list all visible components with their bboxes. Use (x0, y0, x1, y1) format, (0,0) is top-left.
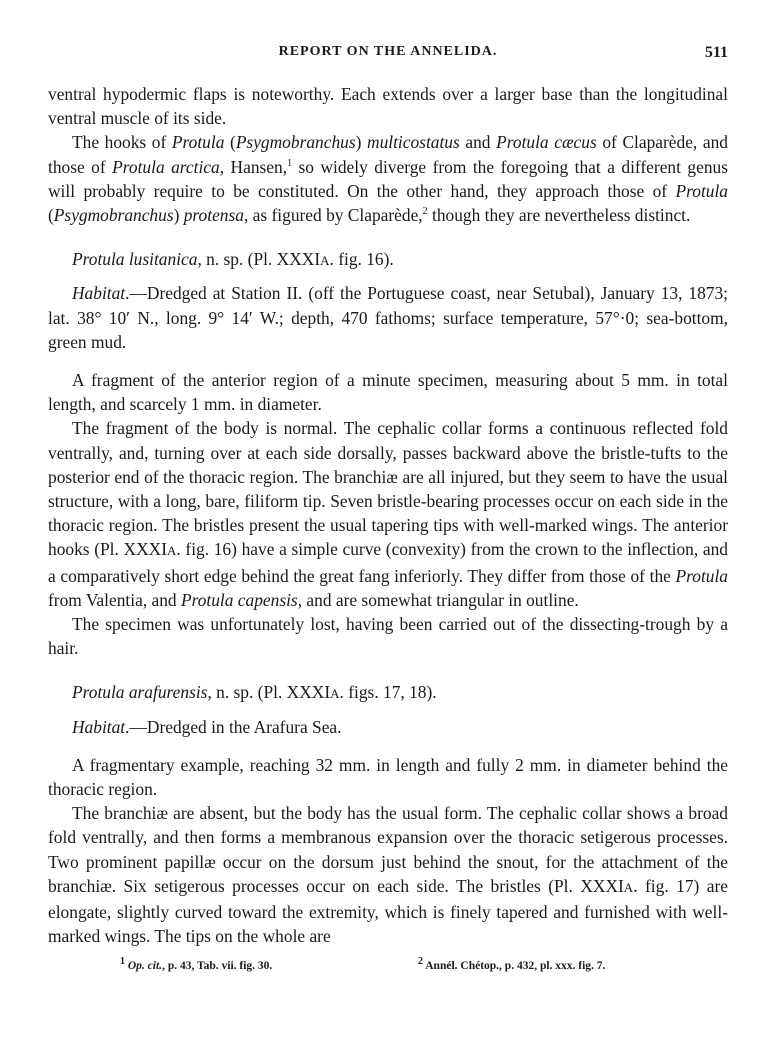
habitat-arafurensis: Habitat.—Dredged in the Arafura Sea. (72, 716, 342, 737)
paragraph-fragmentary-example: A fragmentary example, reaching 32 mm. in length and fully 2 mm. in diameter behind the thoracic region. (48, 754, 728, 800)
body-text (48, 82, 728, 949)
species-heading-lusitanica: Protula lusitanica, n. sp. (Pl. XXXIA. fig. 16). (72, 249, 394, 270)
habitat-lusitanica: Habitat.—Dredged at Station II. (off the Portuguese coast, near Setubal), January 13, 1873; lat. 38° 10′ N., long. 9° 14′ W.; depth, 470 fathoms; surface temperature, 57°·0; sea-bottom, green mud. (48, 283, 728, 352)
paragraph-description-arafurensis: The branchiæ are absent, but the body has the usual form. The cephalic collar shows a broad fold ventrally, and then forms a membranous expansion over the thoracic setigerous processes. Two prominent papillæ occur on the dorsum just behind the snout, for the attachment of the branchiæ. Six setigerous processes occur on each side. The bristles (Pl. XXXIA. fig. 17) are elongate, slightly curved toward the extremity, which is finely tapered and furnished with well-marked wings. The tips on the whole are (48, 803, 728, 947)
page-number: 511 (704, 44, 728, 61)
paragraph-continued: ventral hypodermic flaps is noteworthy. Each extends over a larger base than the longitudinal ventral muscle of its side. (48, 84, 728, 129)
paragraph-specimen-lost: The specimen was unfortunately lost, having been carried out of the dissecting-trough by a hair. (48, 614, 728, 659)
paragraph-description-lusitanica: The fragment of the body is normal. The cephalic collar forms a continuous reflected fold ventrally, and, turning over at each side dorsally, passes backward above the bristle-tufts to the posterior end of the thoracic region. The branchiæ are all injured, but they seem to have the usual structure, with a long, bare, filiform tip. Seven bristle-bearing processes occur on each side in the thoracic region. The bristles present the usual tapering tips with well-marked wings. The anterior hooks (Pl. XXXIA. fig. 16) have a simple curve (convexity) from the crown to the inflection, and a comparatively short edge behind the great fang inferiorly. They differ from those of the Protula from Valentia, and Protula capensis, and are somewhat triangular in outline. (48, 418, 728, 610)
footnote-ref-1: 1 (287, 157, 293, 169)
footnotes (48, 956, 728, 980)
footnote-ref-2: 2 (422, 206, 428, 218)
page-header (48, 44, 728, 68)
footnote-1: $^1$ Op. cit., p. 43, Tab. vii. fig. 30. (120, 956, 273, 972)
species-heading-arafurensis: Protula arafurensis, n. sp. (Pl. XXXIA. figs. 17, 18). (72, 682, 437, 703)
running-head: REPORT ON THE ANNELIDA. (278, 44, 498, 59)
footnote-2: $^2$ Annél. Chétop., p. 432, pl. xxx. fig. 7. (418, 956, 606, 972)
paragraph-hooks: The hooks of Protula (Psygmobranchus) multicostatus and Protula cæcus of Claparède, and those of Protula arctica, Hansen,$^1$ so widely diverge from the foregoing that a different genus will probably require to be constituted. On the other hand, they approach those of Protula (Psygmobranchus) protensa, as figured by Claparède,$^2$ though they are nevertheless distinct. (48, 132, 728, 226)
paragraph-fragment: A fragment of the anterior region of a minute specimen, measuring about 5 mm. in total length, and scarcely 1 mm. in diameter. (48, 370, 728, 415)
